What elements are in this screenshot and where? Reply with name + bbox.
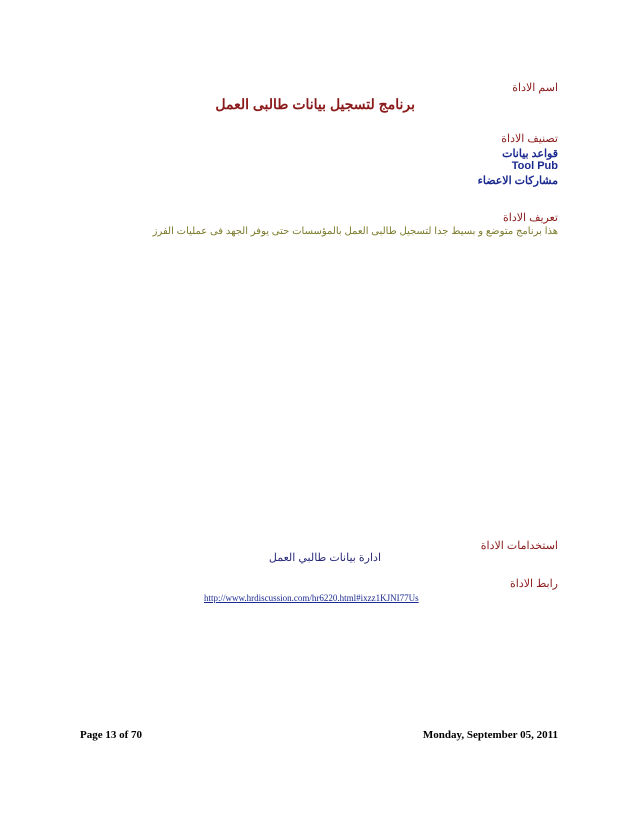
uses-label: استخدامات الاداة <box>480 540 558 552</box>
tool-name-label: اسم الاداة <box>512 82 558 94</box>
page-number: Page 13 of 70 <box>80 729 143 741</box>
uses-text: ادارة بيانات طالبي العمل <box>268 552 381 564</box>
tool-link[interactable]: http://www.hrdiscussion.com/hr6220.html#ixzz1KJNI77Us <box>204 593 419 603</box>
definition-label: تعريف الاداة <box>503 212 558 224</box>
tool-name-title: برنامج لتسجيل بيانات طالبى العمل <box>215 96 415 112</box>
classification-item-tool-pub: Tool Pub <box>511 160 558 172</box>
classification-item-databases: قواعد بيانات <box>502 148 558 160</box>
definition-text: هذا برنامج متوضع و بسيط جدا لتسجيل طالبى العمل بالمؤسسات حتى يوفر الجهد فى عمليات الفرز <box>152 226 558 237</box>
classification-label: تصنيف الاداة <box>501 133 558 145</box>
link-label: رابط الاداة <box>510 578 558 590</box>
classification-item-member-posts: مشاركات الاعضاء <box>477 175 558 187</box>
footer-date: Monday, September 05, 2011 <box>422 729 558 741</box>
